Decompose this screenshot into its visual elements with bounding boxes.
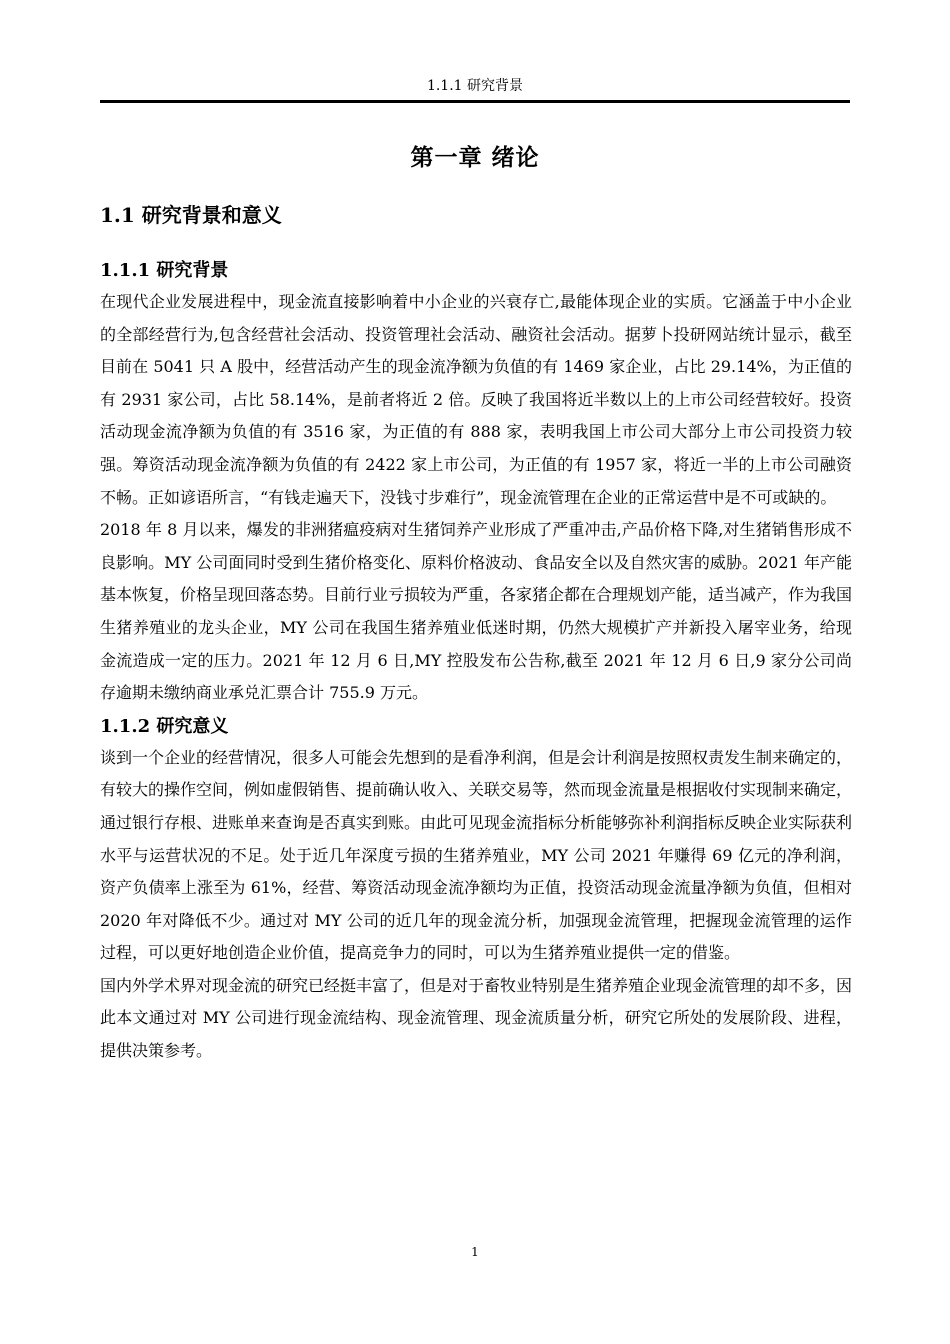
header-divider <box>100 100 850 103</box>
paragraph-background-1: 在现代企业发展进程中，现金流直接影响着中小企业的兴衰存亡,最能体现企业的实质。它涵盖于中小企业的全部经营行为,包含经营社会活动、投资管理社会活动、融资社会活动。据萝卜投研网站统计显示，截至目前在 5041 只 A 股中，经营活动产生的现金流净额为负值的有 1469 家企业，占比 29.14%，为正值的有 2931 家公司，占比 58.14%，是前者将近 2 倍。反映了我国将近半数以上的上市公司经营较好。投资活动现金流净额为负值的有 3516 家，为正值的有 888 家，表明我国上市公司大部分上市公司投资力较强。筹资活动现金流净额为负值的有 2422 家上市公司，为正值的有 1957 家，将近一半的上市公司融资不畅。正如谚语所言，“有钱走遍天下，没钱寸步难行”，现金流管理在企业的正常运营中是不可或缺的。 <box>100 292 852 507</box>
section-title: 1.1 研究背景和意义 <box>100 203 282 227</box>
chapter-title: 第一章 绪论 <box>410 144 540 171</box>
subsection-title-significance: 1.1.2 研究意义 <box>100 715 229 737</box>
paragraph-significance-2: 国内外学术界对现金流的研究已经挺丰富了，但是对于畜牧业特别是生猪养殖企业现金流管理的却不多，因此本文通过对 MY 公司进行现金流结构、现金流管理、现金流质量分析，研究它所处的发展阶段、进程，提供决策参考。 <box>100 975 853 1061</box>
paragraph-significance-1: 谈到一个企业的经营情况，很多人可能会先想到的是看净利润，但是会计利润是按照权责发生制来确定的，有较大的操作空间，例如虚假销售、提前确认收入、关联交易等，然而现金流量是根据收付实现制来确定，通过银行存根、进账单来查询是否真实到账。由此可见现金流指标分析能够弥补利润指标反映企业实际获利水平与运营状况的不足。处于近几年深度亏损的生猪养殖业，MY 公司 2021 年赚得 69 亿元的净利润，资产负债率上涨至为 61%，经营、筹资活动现金流净额均为正值，投资活动现金流量净额为负值，但相对 2020 年对降低不少。通过对 MY 公司的近几年的现金流分析，加强现金流管理，把握现金流管理的运作过程，可以更好地创造企业价值，提高竞争力的同时，可以为生猪养殖业提供一定的借鉴。 <box>100 747 853 963</box>
page-number: 1 <box>471 1245 479 1259</box>
subsection-title-background: 1.1.1 研究背景 <box>100 260 229 281</box>
paragraph-background-2: 2018 年 8 月以来，爆发的非洲猪瘟疫病对生猪饲养产业形成了严重冲击,产品价格下降,对生猪销售形成不良影响。MY 公司面同时受到生猪价格变化、原料价格波动、食品安全以及自然灾害的威胁。2021 年产能基本恢复，价格呈现回落态势。目前行业亏损较为严重，各家猪企都在合理规划产能，适当减产，作为我国生猪养殖业的龙头企业，MY 公司在我国生猪养殖业低迷时期，仍然大规模扩产并新投入屠宰业务，给现金流造成一定的压力。2021 年 12 月 6 日,MY 控股发布公告称,截至 2021 年 12 月 6 日,9 家分公司尚存逾期未缴纳商业承兑汇票合计 755.9 万元。 <box>100 520 853 703</box>
body-text <box>100 256 852 1068</box>
running-header: 1.1.1 研究背景 <box>426 78 524 94</box>
